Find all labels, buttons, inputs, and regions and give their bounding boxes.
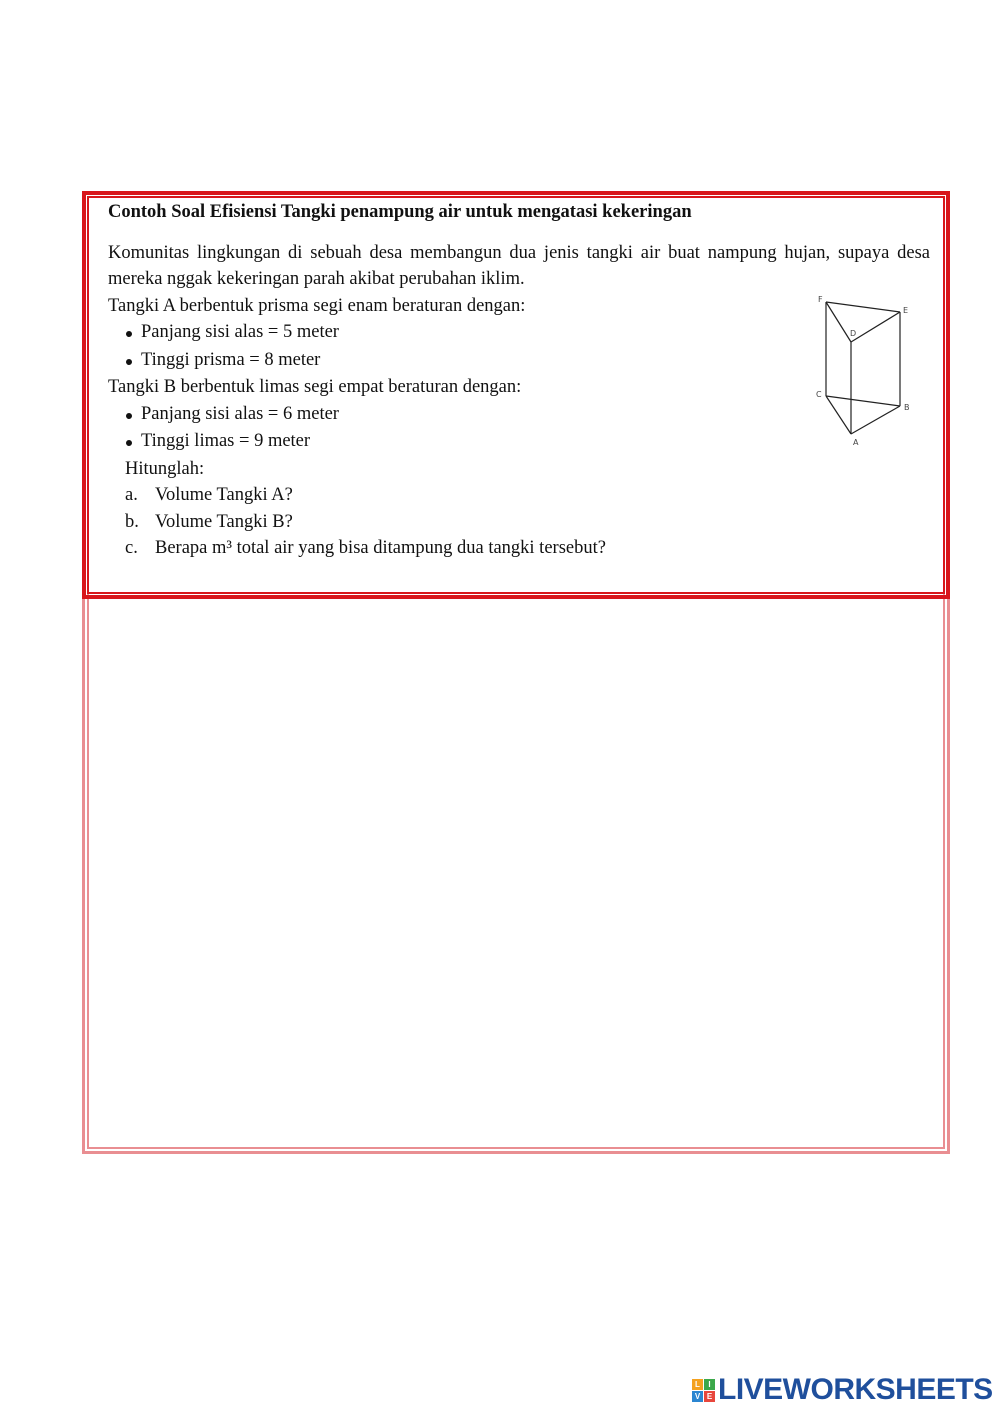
tank-a-heading: Tangki A berbentuk prisma segi enam beraturan dengan: xyxy=(108,295,526,316)
question-marker: a. xyxy=(125,485,138,505)
question-text: Volume Tangki A? xyxy=(155,485,293,505)
vertex-label-f: F xyxy=(818,295,823,304)
liveworksheets-logo xyxy=(692,1374,993,1406)
logo-letter: V xyxy=(692,1391,703,1402)
vertex-label-a: A xyxy=(853,438,859,447)
edge-ca xyxy=(826,396,851,434)
tank-b-heading: Tangki B berbentuk limas segi empat beraturan dengan: xyxy=(108,377,522,397)
logo-text: LIVEWORKSHEETS xyxy=(718,1373,993,1406)
list-item: Tinggi limas = 9 meter xyxy=(125,428,930,456)
vertex-label-b: B xyxy=(904,403,910,412)
question-item xyxy=(125,482,930,509)
tank-b-list xyxy=(108,401,930,456)
edge-ab xyxy=(851,406,900,434)
intro-paragraph: Komunitas lingkungan di sebuah desa membangun dua jenis tangki air buat nampung hujan, supaya desa mereka nggak kekeringan parah akibat perubahan iklim. xyxy=(108,242,930,289)
edge-fd xyxy=(826,302,851,342)
question-list xyxy=(108,482,930,562)
question-item xyxy=(125,535,930,562)
question-item xyxy=(125,509,930,536)
logo-letter: E xyxy=(704,1391,715,1402)
prompt-hitunglah: Hitunglah: xyxy=(125,458,205,479)
question-marker: b. xyxy=(125,511,139,532)
vertex-label-e: E xyxy=(903,306,909,315)
list-item: Panjang sisi alas = 6 meter xyxy=(125,401,930,429)
edge-fe xyxy=(826,302,900,312)
worksheet-title: Contoh Soal Efisiensi Tangki penampung air untuk mengatasi kekeringan xyxy=(108,202,692,222)
vertex-label-d: D xyxy=(850,329,857,338)
vertex-label-c: C xyxy=(816,390,822,399)
logo-grid-icon xyxy=(692,1379,715,1402)
list-item: Panjang sisi alas = 5 meter xyxy=(125,319,930,347)
logo-letter: L xyxy=(692,1379,703,1390)
logo-letter: I xyxy=(704,1379,715,1390)
edge-cb xyxy=(826,396,900,406)
prism-figure xyxy=(808,290,918,450)
question-text: Berapa m³ total air yang bisa ditampung dua tangki tersebut? xyxy=(155,538,606,558)
edge-de xyxy=(851,312,900,342)
question-marker: c. xyxy=(125,538,138,558)
list-item: Tinggi prisma = 8 meter xyxy=(125,347,930,375)
worksheet-content xyxy=(108,199,930,562)
tank-a-list xyxy=(108,319,930,374)
question-text: Volume Tangki B? xyxy=(155,511,293,532)
